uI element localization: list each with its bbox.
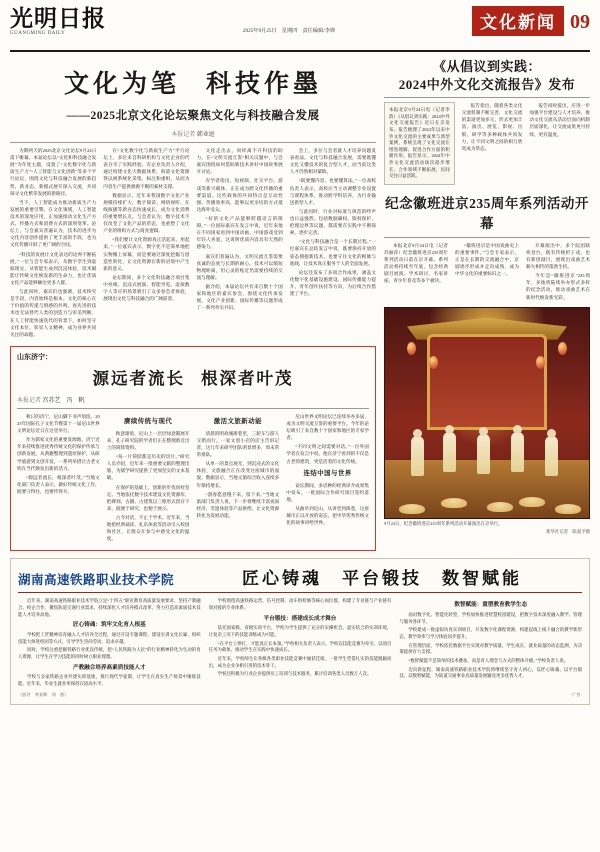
right-column-block (384, 58, 590, 551)
paragraph: “既要懂内容，也要懂算法。”一位高校负责人表示，高校应当主动调整专业设置与课程体系，推动跨学科培养，为行业输送新型人才。 (289, 178, 376, 205)
paragraph: 学校还积极为行业企业提供员工培训与技术服务，累计培训各类人员数万人次。 (217, 671, 372, 677)
main-headline (10, 64, 376, 100)
shandong-byline (17, 395, 369, 404)
paragraph: 开幕演出中，多个院团联袂登台，既有传统折子戏，也有新创剧目，展现出戏曲艺术薪火相传的蓬勃生机。 (526, 242, 590, 270)
slogan-part3: 数智赋能 (442, 569, 522, 589)
paragraph: 作为儒家文化的重要发源地，济宁近年来持续推进优秀传统文化的保护传承与创新发展。从典籍整理到遗址保护，从研学旅游到文创开发，一系列举措让古老文明在当代焕发出新的活力。 (17, 437, 100, 471)
issue-date-line: 2025年9月25日 星期四 责任编辑/李婵 (242, 28, 336, 34)
subhead: 匠心铸魂：筑牢文化育人根基 (72, 622, 146, 629)
subhead: 数智赋能：重塑教育教学生态 (454, 602, 528, 609)
lantern-icon (536, 356, 545, 369)
advertorial-col-3 (399, 598, 582, 689)
paragraph: 论坛期间，多语种的经典译介成果集中发布，一批国际合作研究项目签约落地。 (286, 482, 369, 502)
page-number: 09 (569, 11, 590, 33)
paragraph: “源远者流长，根深者叶茂。”当地文化部门负责人表示，做好传统文化工作，既要守得住，也要传得开。 (17, 474, 100, 494)
paragraph: 清晨的明故城街巷里，三轮车与游人交错而行。一家文创小店的店主告诉记者，这几年来研学团队明显增多，周末常常排队。 (196, 430, 280, 458)
paragraph: 学校与多家铁路企业共建实训基地，推行现代学徒制，让学生在真实生产场景中锤炼技能。近年来，毕业生就业率保持在较高水平。 (18, 674, 201, 686)
photo-petal (399, 504, 425, 514)
dateline-tag: 山东济宁： (17, 352, 52, 361)
byline-name: 宫苏艺 冯 帆 (42, 397, 85, 404)
paragraph: “好的文化产品能够跨越语言的障碍。”一位国际嘉宾在发言中说，近年来他在不同国家看到中国动画、中国游戏受到年轻人喜爱，这说明优质内容具有天然的感染力。 (196, 215, 283, 250)
paragraph: 同时，学校注重挖掘铁路行业优良传统，把“人民铁路为人民”的行业精神转化为生动的育人资源，让学生在学习技能的同时树立职业理想。 (18, 647, 201, 660)
paragraph: 古今对话，不止于学术。近年来，当地把经典诵读、礼乐体验等活动引入校园和社区，让群众在参与中感受文化的温度。 (106, 514, 190, 542)
photo-petal (487, 502, 513, 512)
paragraph: 面对数字化、智能化转型，学校加快推进智慧校园建设，把数字技术深度融入教学、管理与服务各环节。 (399, 611, 583, 624)
main-col-1 (10, 147, 96, 340)
photo-performer (477, 434, 490, 474)
paragraph: 学校建成一批虚拟仿真实训项目，开发数字化课程资源，构建起线上线下融合的教学新形态，教学效率与学习体验同步提升。 (399, 627, 583, 639)
shandong-col-1 (17, 413, 100, 545)
issue-info (243, 6, 335, 36)
advertorial-authors: （彭芳 李亚辉 刘 茜） (18, 691, 69, 697)
report-headline (384, 58, 590, 93)
paragraph: 数据显示，近年来我国数字文化产业规模持续扩大，数字阅读、网络视听、在线演播等新业态快速成长，成为文化消费的重要增长点。与会者认为，数字技术不仅改变了文化产品的形态，也重塑了文化产业的组织方式与商业逻辑。 (103, 192, 190, 234)
advertorial-ad-mark: ·广告· (570, 691, 582, 697)
photo-stage-arch (427, 334, 547, 430)
photo-petal (441, 498, 467, 508)
paragraph: 依托国家级、省级实训平台，学校为学生提供了充分的实操机会。虚实结合的实训环境，让复杂工况下的技能训练成为可能。 (208, 625, 392, 637)
paragraph: 秋日的济宁，尼山脚下书声琅琅。2025年国际孔子文化节暨第十一届尼山世界文明论坛近日在这里举行。 (17, 413, 100, 434)
byline-label: 本报记者 (17, 397, 42, 404)
paragraph: 从单一的景点观光，到沉浸式的文化体验，文旅融合正在改变这座城市的面貌。数据显示，当地文旅综合收入连续多年保持增长。 (196, 461, 280, 488)
paragraph: 近年来，学校师生在各级各类职业技能竞赛中屡获佳绩，一批学生凭借扎实的技能脱颖而出，成为企业争相引进的技术骨干。 (208, 656, 392, 668)
advertorial-school-name: 湖南高速铁路职业技术学院 (18, 573, 175, 588)
main-subheadline: ——2025北京文化论坛聚焦文化与科技融合发展 (66, 110, 320, 122)
main-article-header (10, 64, 376, 138)
advertorial-slogan (182, 564, 582, 589)
masthead (10, 6, 590, 52)
paragraph: “徽班进京是中国戏曲史上的重要事件。”与会专家表示，正是在长期的交流融合中，京剧逐步形成并走向成熟，成为中华文化的重要标识之一。 (455, 242, 519, 277)
page-body (10, 52, 590, 551)
paragraph: 在“文化数字化与新质生产力”平行论坛上，多位来自科研机构与文化企业的代表分享了实践经验。有企业负责人介绍，通过构建文化大数据体系，海量文化资源得以被系统化采集、标注和重组，从而为内容生产提供源源不断的素材支撑。 (103, 148, 190, 189)
paragraph: 当下，人工智能成为推动新质生产力发展的重要引擎。在文化领域，人工智能技术的深度应用，正加速推动文化生产方式、传播方式和消费方式的深刻变革。论坛上，与会嘉宾普遍认为，技术的进步为文化内容创作提供了更丰富的手段，也为文化传播开辟了更广阔的空间。 (10, 199, 97, 248)
lantern-icon (407, 342, 416, 355)
section-name: 文化新闻 (472, 6, 564, 36)
slogan-part1: 匠心铸魂 (242, 569, 322, 589)
subhead: 连结中国与世界 (303, 469, 352, 477)
byline-label: 本报记者 (171, 132, 196, 138)
lantern-icon (558, 342, 567, 355)
paragraph: 在管理层面，学校依托数据平台实现对教学质量、学生成长、就业质量的动态监测，为决策提供有力支撑。 (399, 642, 583, 655)
paragraph: “不同文明之间需要对话。”一位外国学者在发言中说，他在济宁看到的不仅是古老的建筑，更是活着的文化传统。 (286, 444, 369, 464)
paragraph: 近年来，湖南高速铁路职业技术学院立足“十四五”职业教育高质量发展要求，坚持产教融合、校企合作，聚焦轨道交通行业需求，持续深化人才培养模式改革，努力打造高素质技术技能人才培养高地。 (18, 598, 201, 617)
divider (10, 142, 376, 143)
paragraph: “我们要让文化资源真正活起来、用起来。”一位嘉宾表示，数字化不是简单地把实物搬上屏幕，而是要通过深度挖掘与创造性转化，让文化资源在新的语境中产生新的意义。 (103, 237, 190, 271)
logo-subtext: GUANGMING DAILY (10, 31, 66, 37)
paragraph: “文化与科技融合是一个长期过程。”一位嘉宾在总结发言中说，既要保持开放的姿态拥抱新技术，也要守住文化的根脉与底线，让技术真正服务于人的全面发展。 (289, 239, 376, 266)
photo-petal (555, 504, 581, 514)
hui-columns (384, 242, 590, 303)
shandong-headline (17, 365, 369, 389)
advertorial-header (18, 564, 582, 593)
hui-col-1 (384, 242, 448, 303)
paragraph: 学校把工匠精神培育融入人才培养全过程，通过开设专题课程、建设实训文化长廊、组织技能大师进校园等方式，引导学生崇尚劳动、追求卓越。 (18, 631, 201, 644)
advertorial-footer (18, 692, 582, 698)
shandong-col-2 (107, 413, 190, 545)
paragraph: 会上，多位与会者就人才培养问题发表看法。文化与科技融合发展，需要既懂文化又懂技术的复合型人才，而当前这类人才仍然相对紧缺。 (289, 148, 376, 175)
paragraph: 学校围绕高速铁路运营、信号控制、动车组检修等核心岗位群，构建了专业链与产业链有效对接的专业体系。 (208, 598, 392, 611)
shandong-headline-part1: 源远者流长 (92, 368, 185, 388)
photo-credit: 新华社记者 陈爱平摄 (546, 529, 590, 535)
divider (384, 97, 590, 98)
paragraph: 嘉宾们普遍认为，文明交流互鉴需要真诚的态度与长期的耐心。技术可以缩短物理距离，但心灵的贴近仍需要持续的交流与理解。 (196, 253, 283, 280)
hui-headline: 纪念徽班进京235周年系列活动开幕 (385, 195, 589, 231)
advertorial (10, 558, 590, 704)
photo-caption: 9月24日，纪念徽班进京235周年系列活动开幕演出在京举行。 (384, 520, 503, 526)
paragraph: “每一片简牍都是历史的切片。”研究人员介绍，近年来一批重要文献的整理出版，为儒学研究提供了更加坚实的文本基础。 (106, 454, 190, 481)
performance-photo (384, 307, 590, 519)
report-columns (384, 102, 590, 185)
paragraph: 报告指出，随着各类文化交流机制不断完善，文化交流的渠道更加多元、形式更加丰富。演出、展览、影视、出版、研学等多种载体共同发力，让不同文明之间的相互欣赏成为常态。 (461, 103, 523, 151)
advertorial-col-2 (209, 598, 392, 689)
main-col-2 (103, 147, 189, 340)
logo-text: 光明日报 (10, 6, 106, 31)
paragraph: 论坛期间，多个文化科技融合项目集中亮相。沉浸式展演、智能导览、虚拟数字人等应用场景吸引了众多参会者体验，展现出文化与科技融合的广阔前景。 (103, 274, 190, 302)
slogan-part2: 平台锻技 (342, 569, 422, 589)
photo-performer (511, 432, 524, 472)
subhead: 激活文旅新动能 (213, 417, 262, 425)
report-headline-line2: 2024中外文化交流报告》发布 (398, 76, 576, 92)
section-header (472, 6, 590, 36)
divider (17, 408, 369, 409)
paragraph: 与此同时，行业对标准与规范的呼声也日益强烈。包括数据确权、版权保护、伦理边界等议题，都需要在实践中不断探索、逐步完善。 (289, 208, 376, 236)
highlighted-article (10, 346, 376, 552)
paragraph: 报告同时提出，应进一步加强平台建设与人才培养，推动文化交流从活动层面向机制层面深化，让交流成果更可持续、更有温度。 (529, 103, 591, 137)
paragraph: 尼山世界文明论坛已连续举办多届，成为文明交流互鉴的重要平台。今年的论坛吸引了来自数十个国家和地区的专家学者。 (286, 413, 369, 441)
paragraph: 秋意渐浓，尼山上一层层绿意铺展开来，孔子研究院的学者们正在整理新近出土的简牍资料。 (106, 430, 190, 450)
shandong-col-3 (197, 413, 280, 545)
main-col-3 (197, 147, 283, 340)
divider (384, 237, 590, 238)
paragraph: 论坛还发布了多项合作成果，涵盖文化数字化基础设施建设、国际传播能力提升、青年创作扶持等方向，为后续合作搭建了平台。 (289, 269, 376, 297)
hui-col-2 (455, 242, 519, 303)
photo-performer (545, 436, 558, 476)
report-col-2 (529, 102, 590, 185)
shandong-col-4 (286, 413, 369, 545)
paragraph: 据介绍，本届论坛共有来自数十个国家和地区的嘉宾参会，围绕文化传承发展、文化产业创新、国际传播等议题形成了一系列务实共识。 (196, 283, 283, 311)
byline-name: 韩业庭 (196, 132, 215, 138)
subhead: 产教融合培养高素质技能人才 (72, 664, 146, 671)
advertorial-body (18, 598, 582, 689)
paragraph: “数智赋能不是简单的技术叠加，而是育人理念与方式的整体升级。”学校负责人说。 (408, 658, 569, 664)
hui-col-3 (526, 242, 590, 303)
advertorial-col-1 (18, 598, 201, 689)
photo-performer (411, 436, 424, 476)
paragraph: 与此同时，嘉宾们也强调，技术终究是手段，内容始终是根本。文化的核心在于价值的传递与情感的共鸣，再先进的技术也无法替代人类的创造力与审美判断。在人工智能快速迭代的背景下，如何坚守文化本位、彰显人文精神，成为业界共同关注的命题。 (10, 289, 97, 337)
shandong-columns (17, 413, 369, 545)
paragraph: 文化走出去，同样离不开科技的助力。在“文明交流互鉴”相关议题中，与会嘉宾围绕如何借助新技术讲好中国故事展开讨论。 (196, 148, 283, 175)
main-headline-part1: 文化为笔 (63, 71, 180, 98)
paragraph: 有学者指出，短视频、社交平台、游戏等新兴载体，正在成为跨文化传播的重要渠道。这些载体的共同特点是互动性强、传播效率高，能够以更亲切的方式抵达海外受众。 (196, 178, 283, 212)
main-article-columns (10, 147, 376, 340)
shandong-headline-part2: 根深者叶茂 (201, 368, 294, 388)
paragraph: 本报北京9月24日电（记者苏丽萍）纪念徽班进京235周年系列活动日前在京开幕。系列活动将持续至年底，包含经典剧目展演、学术研讨、名家讲座、青少年普及等多个板块。 (384, 242, 448, 284)
newspaper-logo (10, 6, 106, 37)
photo-petal (519, 497, 545, 507)
paragraph: 为期两天的2025北京文化论坛9月24日落下帷幕。本届论坛以“文化和科技融合发展”为年度主题，设置了“文化数字化与新质生产力”“人工智能与文化创新”等多个平行论坛，围绕文化与科技融合发展的新趋势、新业态、新模式展开深入交流，共同探寻文化繁荣发展的新路径。 (10, 148, 97, 196)
left-column-block (10, 58, 376, 551)
report-headline-line1: 《从倡议到实践： (432, 59, 541, 74)
lantern-icon (429, 356, 438, 369)
main-byline (10, 129, 376, 138)
paragraph: “科技的发展让文化表达的边界不断拓展。”一位与会专家表示，从数字孪生到虚拟现实，从智能生成到沉浸体验，技术赋能让传统文化焕发新的生命力，也让优质文化产品能够触达更多人群。 (10, 251, 97, 285)
paragraph: “游客愿意慢下来，留下来。”当地文旅部门负责人说，下一步将继续丰富夜间经济、非遗体验等产品供给，让文化资源转化为发展动能。 (196, 491, 280, 518)
main-col-4 (290, 147, 376, 340)
paragraph: 今年是“徽班进京”235周年，多地将陆续举办形式多样的纪念活动，推动戏曲艺术在新时代焕发新光彩。 (526, 273, 590, 300)
paragraph: “在平台上摔打，才能真正长本领。”学校相关负责人表示，学校以技能竞赛为牵引，以项目任务为载体，推动学生在实践中快速成长。 (208, 640, 392, 653)
paragraph: 迈向新征程，湖南高速铁路职业技术学院将继续坚守育人初心，以匠心铸魂、以平台锻技、以数智赋能，为轨道交通事业高质量发展输送更多优秀人才。 (399, 666, 583, 679)
paragraph: 从曲阜到尼山，从讲堂到街巷，这座城市正以开放的姿态，把中华优秀传统文化的故事讲给世界。 (286, 505, 369, 526)
paragraph: 在保护的基础上，创新的步伐同样坚定。当地依托数字技术建设文化资源库，把碑刻、古籍、古建筑以三维形式留存下来，既便于研究，也便于展示。 (106, 484, 190, 511)
photo-performer (443, 432, 456, 472)
main-headline-part2: 科技作墨 (206, 71, 323, 98)
report-lead-box: 本报北京9月24日电（记者李韵）《从倡议到实践：2024中外文化交流报告》近日在京发布。报告梳理了2024年以来中外文化交流的主要成果与典型案例，系统呈现了文化交流在增进理解、促进合作方面的积极作用。报告显示，2024年中外文化交流活动场次稳步增长，合作领域不断拓展，民间交往日益活跃。 (384, 102, 455, 185)
report-col-1 (462, 102, 523, 185)
subhead: 平台锻技：搭建成长成才舞台 (263, 615, 337, 622)
subhead: 赓续传统与现代 (124, 417, 173, 425)
